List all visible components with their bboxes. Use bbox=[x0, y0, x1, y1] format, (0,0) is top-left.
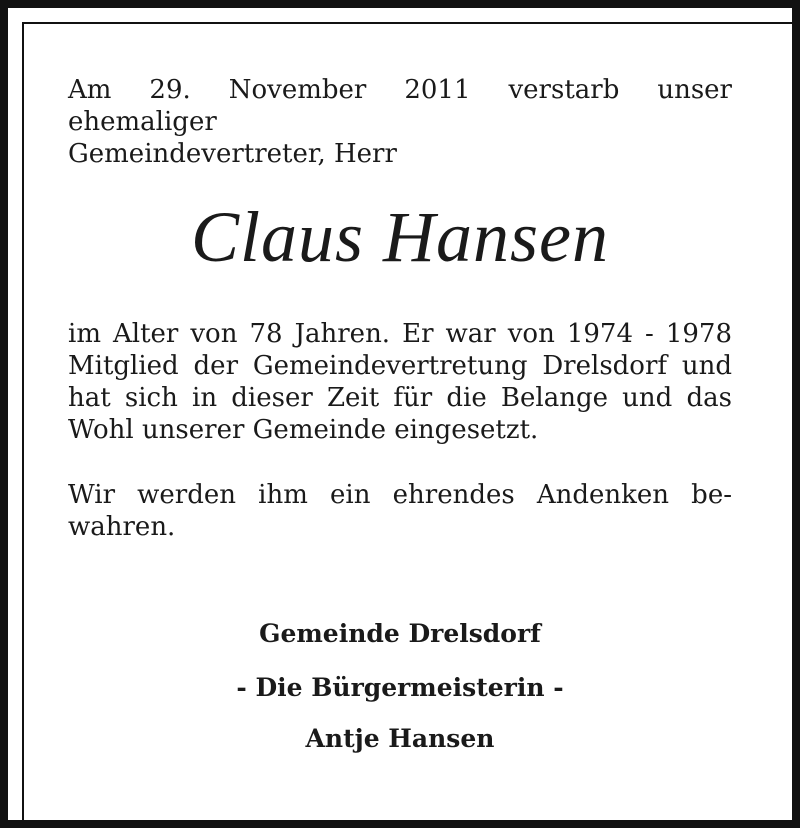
deceased-name: Claus Hansen bbox=[190, 197, 610, 277]
paragraph2-line-2: wahren. bbox=[68, 512, 176, 542]
intro-text bbox=[68, 74, 732, 170]
paragraph-remembrance bbox=[68, 479, 732, 543]
paragraph1-line-1: im Alter von 78 Jahren. Er war von 1974 - 1978 bbox=[68, 319, 732, 349]
signature-role: - Die Bürgermeisterin - bbox=[236, 673, 564, 702]
paragraph1-line-3: hat sich in dieser Zeit für die Belange und das bbox=[68, 383, 732, 413]
intro-line-2: Gemeindevertreter, Herr bbox=[68, 139, 397, 169]
signature-organization: Gemeinde Drelsdorf bbox=[259, 619, 541, 648]
signature-person: Antje Hansen bbox=[305, 724, 495, 753]
paragraph-tenure bbox=[68, 318, 732, 446]
paragraph1-line-2: Mitglied der Gemeindevertretung Drelsdorf und bbox=[68, 351, 732, 381]
paragraph1-line-4: Wohl unserer Gemeinde eingesetzt. bbox=[68, 415, 539, 445]
intro-line-1: Am 29. November 2011 verstarb unser ehemaliger bbox=[68, 75, 732, 137]
paragraph2-line-1: Wir werden ihm ein ehrendes Andenken be- bbox=[68, 480, 732, 510]
